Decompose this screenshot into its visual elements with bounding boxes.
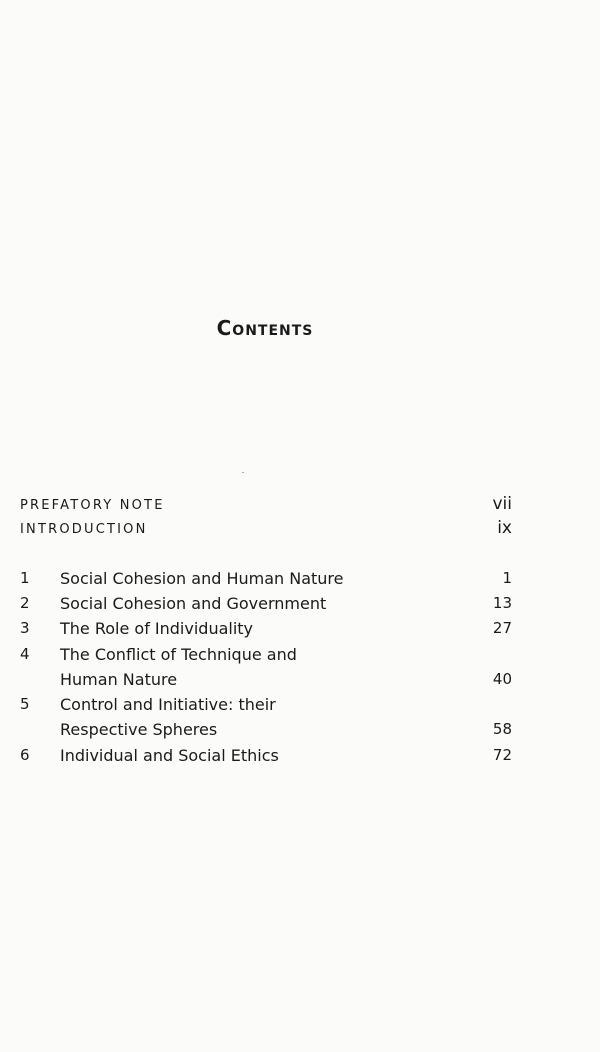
toc-chapter-6[interactable] bbox=[20, 743, 512, 768]
toc-front-matter-introduction[interactable] bbox=[20, 518, 512, 540]
chapter-title-line: Control and Initiative: their bbox=[60, 695, 276, 714]
chapter-title-line: The Role of Individuality bbox=[60, 619, 254, 638]
front-matter-page-number: vii bbox=[492, 494, 512, 514]
chapter-title-line: Social Cohesion and Human Nature bbox=[60, 569, 344, 588]
chapter-title bbox=[60, 591, 440, 616]
chapter-title bbox=[60, 566, 440, 591]
chapter-title bbox=[60, 743, 440, 768]
chapter-number: 3 bbox=[20, 619, 30, 637]
toc-chapter-5[interactable] bbox=[20, 692, 512, 742]
chapter-title-line: Social Cohesion and Government bbox=[60, 594, 327, 613]
front-matter-page-number: ix bbox=[497, 518, 512, 538]
chapter-number: 2 bbox=[20, 594, 30, 612]
chapter-page-number: 13 bbox=[492, 594, 512, 612]
chapter-title-line: Individual and Social Ethics bbox=[60, 746, 279, 765]
paper-speck bbox=[242, 472, 244, 473]
chapter-page-number: 27 bbox=[492, 619, 512, 637]
chapter-page-number: 58 bbox=[492, 720, 512, 738]
chapter-page-number: 1 bbox=[502, 569, 512, 587]
toc-chapter-3[interactable] bbox=[20, 616, 512, 641]
toc-front-matter-prefatory-note[interactable] bbox=[20, 494, 512, 516]
toc-chapter-4[interactable] bbox=[20, 642, 512, 692]
chapter-number: 1 bbox=[20, 569, 30, 587]
chapter-title-line: Human Nature bbox=[60, 670, 178, 689]
chapter-title bbox=[60, 692, 440, 742]
chapter-number: 4 bbox=[20, 645, 30, 663]
chapter-page-number: 72 bbox=[492, 746, 512, 764]
chapter-title bbox=[60, 642, 440, 692]
chapter-title-line: The Conflict of Technique and bbox=[60, 645, 297, 664]
toc-chapter-2[interactable] bbox=[20, 591, 512, 616]
chapter-page-number: 40 bbox=[492, 670, 512, 688]
toc-chapter-1[interactable] bbox=[20, 566, 512, 591]
chapter-number: 6 bbox=[20, 746, 30, 764]
front-matter-label: INTRODUCTION bbox=[20, 522, 148, 537]
page-title: Contents bbox=[216, 316, 314, 340]
chapter-title-line: Respective Spheres bbox=[60, 720, 218, 739]
chapter-number: 5 bbox=[20, 695, 30, 713]
chapter-title bbox=[60, 616, 440, 641]
front-matter-label: PREFATORY NOTE bbox=[20, 498, 165, 513]
